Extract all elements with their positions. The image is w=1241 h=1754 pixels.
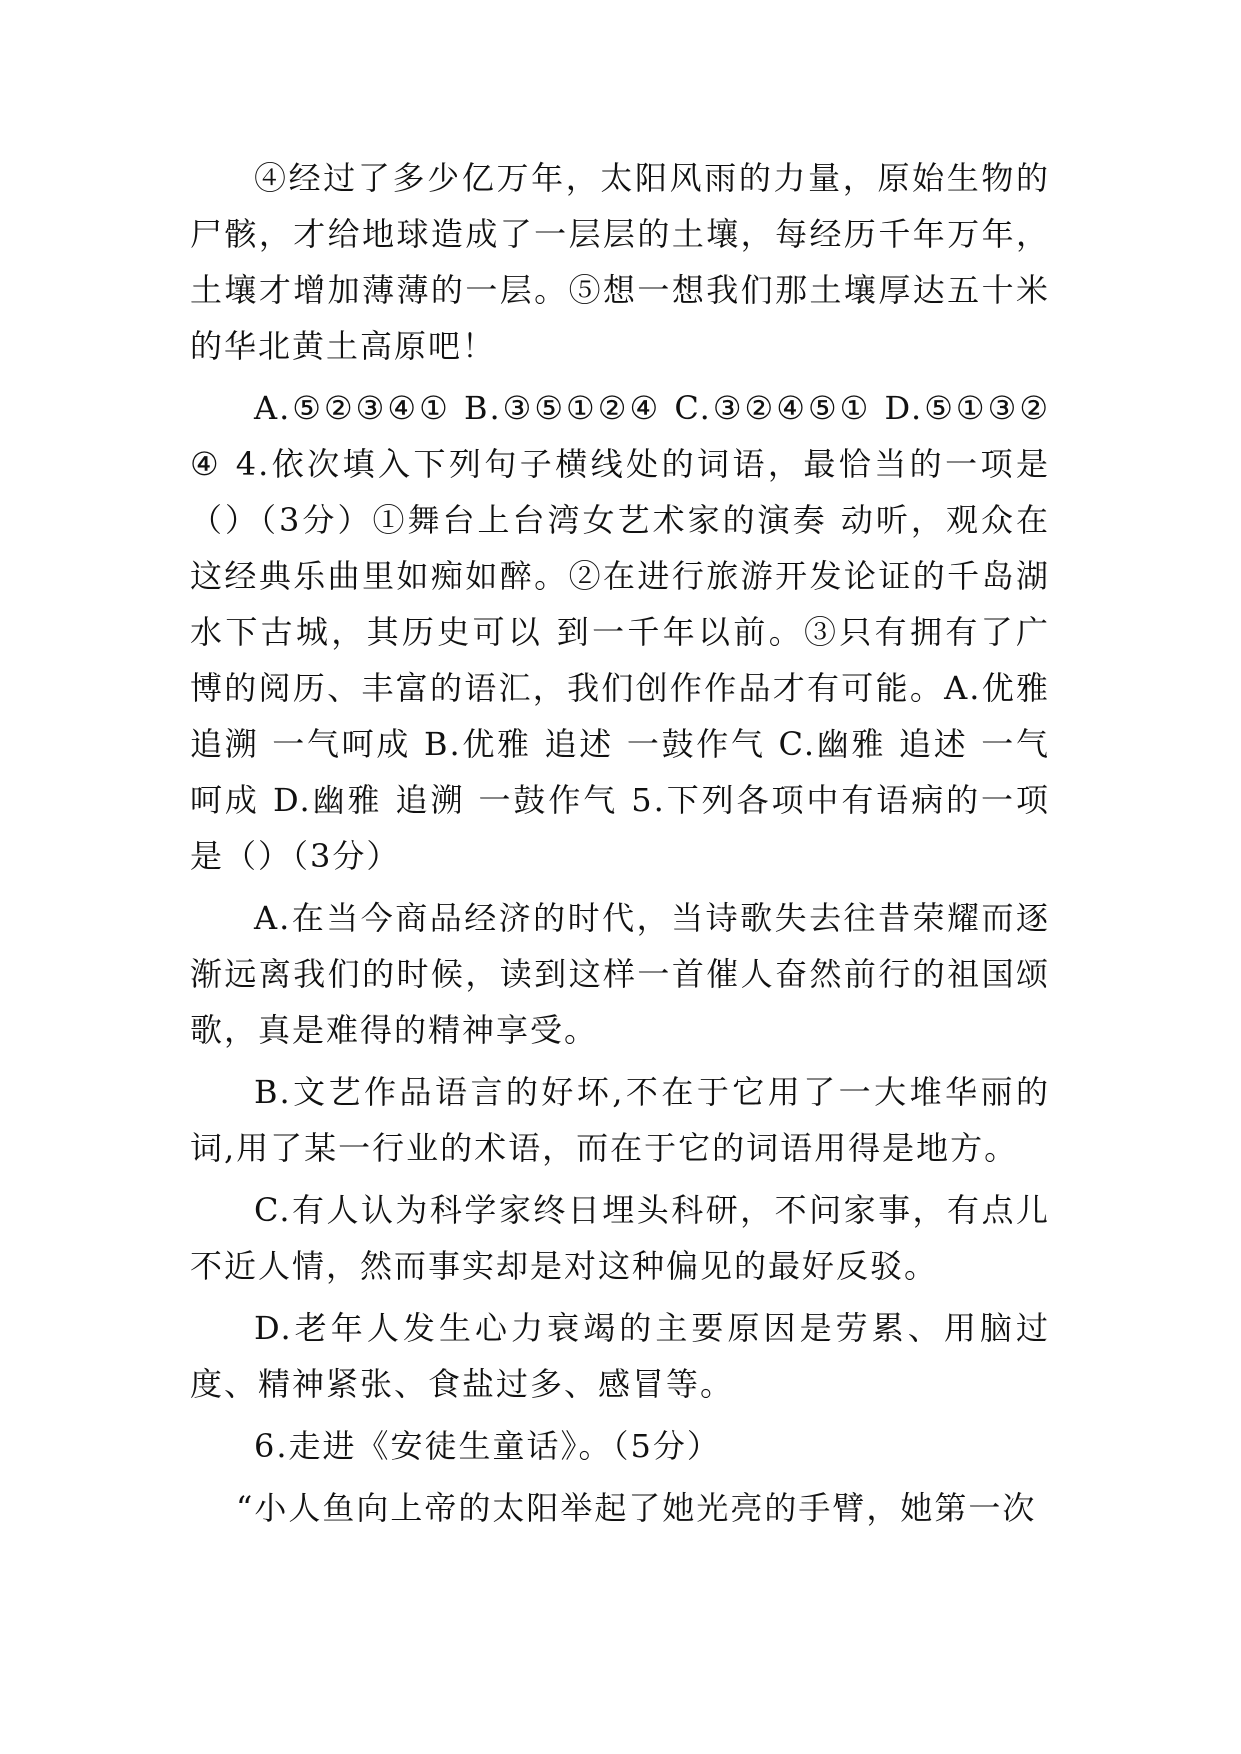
paragraph-option-a: A.在当今商品经济的时代，当诗歌失去往昔荣耀而逐渐远离我们的时候，读到这样一首催人奋然前行的祖国颂歌，真是难得的精神享受。 xyxy=(190,899,1050,1049)
paragraph-option-c: C.有人认为科学家终日埋头科研，不问家事，有点儿不近人情，然而事实却是对这种偏见的最好反驳。 xyxy=(190,1191,1050,1285)
document-page xyxy=(190,150,1050,1536)
paragraph-question-3-options-and-question-4: A.⑤②③④① B.③⑤①②④ C.③②④⑤① D.⑤①③②④ 4.依次填入下列句子横线处的词语，最恰当的一项是（）（3分）①舞台上台湾女艺术家的演奏 动听，观众在这经典乐曲里如痴如醉。②在进行旅游开发论证的千岛湖水下古城，其历史可以 到一千年以前。③只有拥有了广博的阅历、丰富的语汇，我们创作作品才有可能。A.优雅 追溯 一气呵成 B.优雅 追述 一鼓作气 C.幽雅 追述 一气呵成 D.幽雅 追溯 一鼓作气 5.下列各项中有语病的一项是（）（3分） xyxy=(190,389,1051,875)
paragraph-option-b: B.文艺作品语言的好坏,不在于它用了一大堆华丽的词,用了某一行业的术语，而在于它的词语用得是地方。 xyxy=(190,1073,1050,1167)
paragraph-question-6: 6.走进《安徒生童话》。（5分） xyxy=(254,1427,721,1465)
paragraph-option-d: D.老年人发生心力衰竭的主要原因是劳累、用脑过度、精神紧张、食盐过多、感冒等。 xyxy=(190,1309,1050,1403)
paragraph-question-3-passage: ④经过了多少亿万年，太阳风雨的力量，原始生物的尸骸，才给地球造成了一层层的土壤，每经历千年万年，土壤才增加薄薄的一层。⑤想一想我们那土壤厚达五十米的华北黄土高原吧！ xyxy=(190,159,1050,365)
paragraph-quote: “小人鱼向上帝的太阳举起了她光亮的手臂，她第一次 xyxy=(236,1489,1037,1527)
